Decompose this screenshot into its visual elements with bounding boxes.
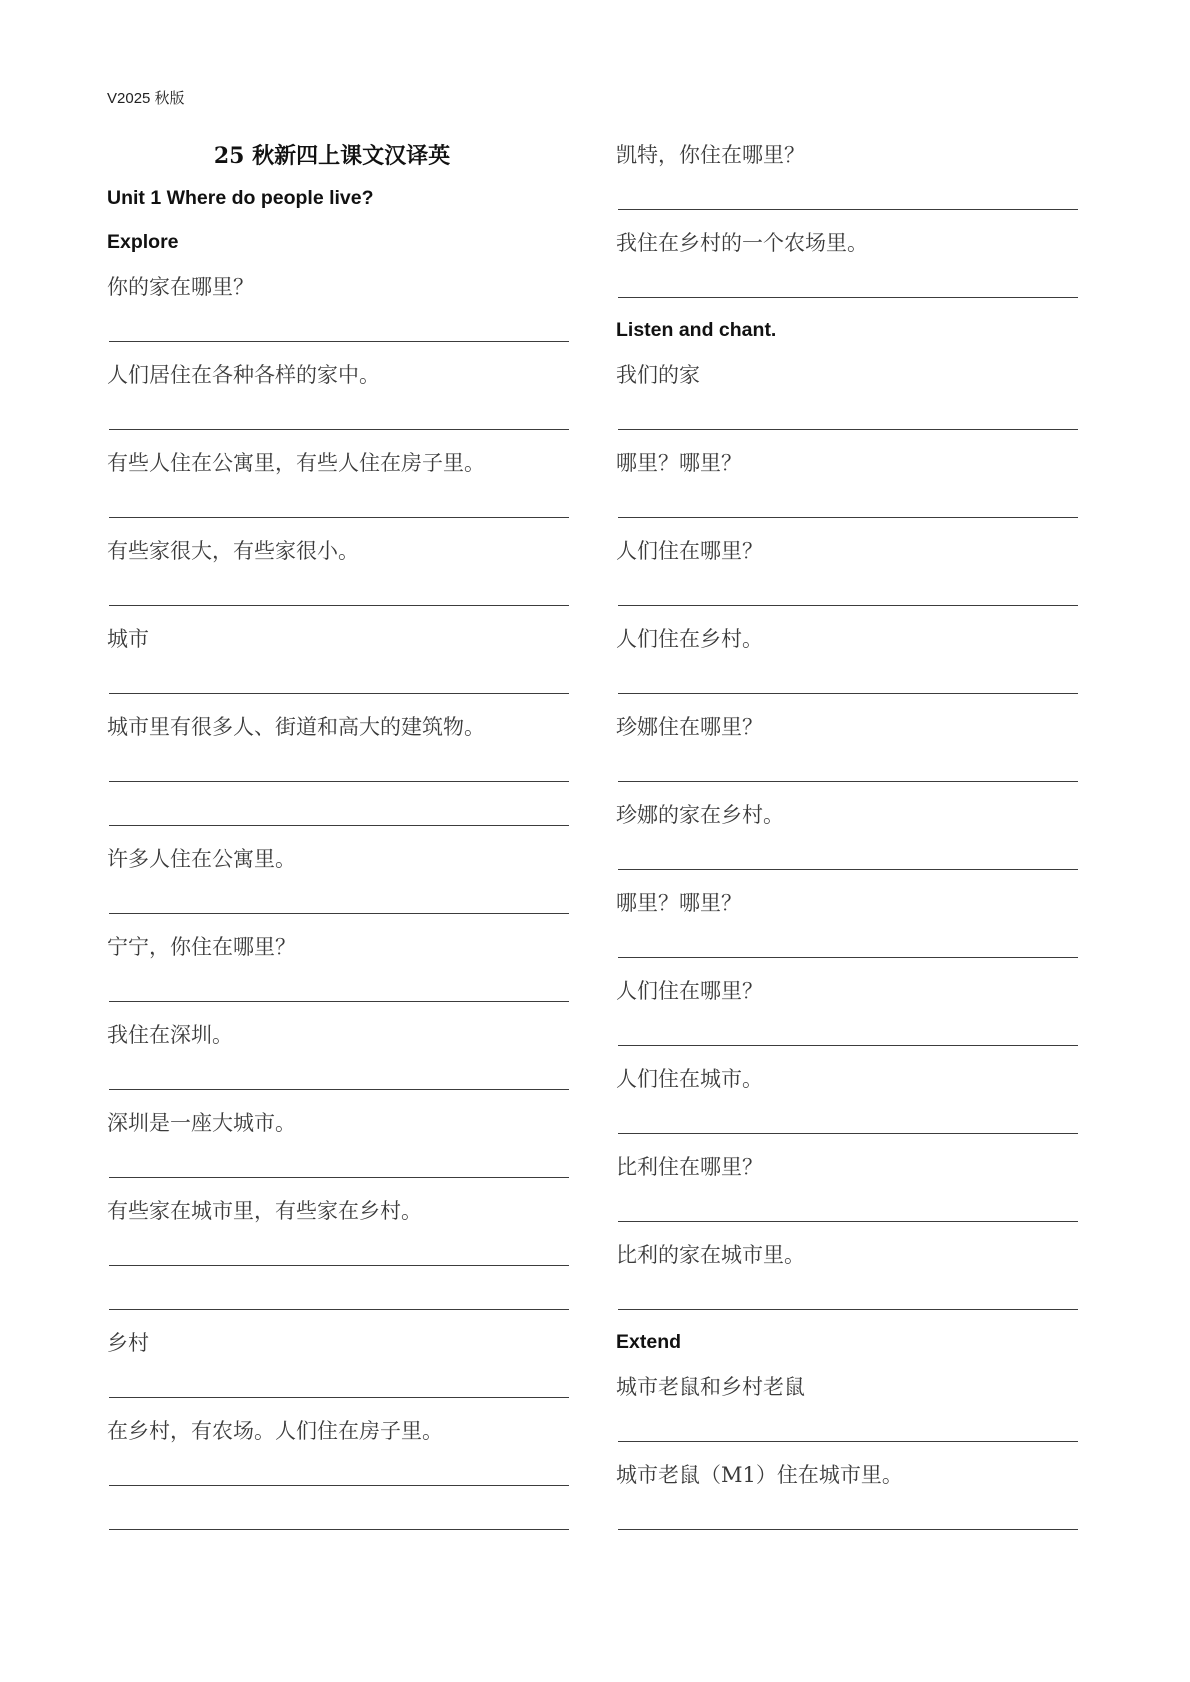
answer-line (107, 968, 569, 1012)
chinese-sentence: 珍娜住在哪里？ (616, 715, 763, 739)
answer-line (107, 1056, 569, 1100)
answer-line (616, 1408, 1078, 1452)
answer-line (107, 660, 569, 704)
chinese-sentence: 哪里？哪里？ (616, 451, 742, 475)
answer-line (616, 660, 1078, 704)
chinese-sentence: 许多人住在公寓里。 (107, 847, 296, 871)
chinese-sentence: 乡村 (107, 1331, 149, 1355)
chinese-sentence: 人们住在哪里？ (616, 539, 763, 563)
chinese-sentence: 在乡村，有农场。人们住在房子里。 (107, 1419, 443, 1443)
answer-line (107, 1144, 569, 1188)
answer-line (107, 748, 569, 792)
answer-line (616, 176, 1078, 220)
answer-line (616, 836, 1078, 880)
section-heading: Extend (616, 1330, 682, 1353)
answer-line (107, 1452, 569, 1496)
answer-line (616, 264, 1078, 308)
answer-line (616, 1012, 1078, 1056)
chinese-sentence: 深圳是一座大城市。 (107, 1111, 296, 1135)
chinese-sentence: 比利的家在城市里。 (616, 1243, 805, 1267)
answer-line (107, 1276, 569, 1320)
chinese-sentence: 城市老鼠（M1）住在城市里。 (616, 1463, 903, 1487)
section-heading: Explore (107, 230, 179, 253)
answer-line (616, 484, 1078, 528)
answer-line (107, 792, 569, 836)
chinese-sentence: 有些家很大，有些家很小。 (107, 539, 359, 563)
answer-line (107, 308, 569, 352)
answer-line (107, 1496, 569, 1540)
section-heading: Unit 1 Where do people live? (107, 186, 374, 209)
chinese-sentence: 宁宁，你住在哪里？ (107, 935, 296, 959)
answer-line (107, 484, 569, 528)
answer-line (616, 1100, 1078, 1144)
version-label: V2025 秋版 (107, 90, 185, 107)
chinese-sentence: 你的家在哪里？ (107, 275, 254, 299)
answer-line (616, 572, 1078, 616)
answer-line (616, 1276, 1078, 1320)
left-column (107, 132, 569, 1540)
answer-line (616, 1496, 1078, 1540)
chinese-sentence: 城市里有很多人、街道和高大的建筑物。 (107, 715, 485, 739)
chinese-sentence: 凯特，你住在哪里？ (616, 143, 805, 167)
answer-line (616, 396, 1078, 440)
right-column (616, 132, 1078, 1540)
chinese-sentence: 人们住在城市。 (616, 1067, 763, 1091)
chinese-sentence: 人们居住在各种各样的家中。 (107, 363, 380, 387)
answer-line (107, 396, 569, 440)
chinese-sentence: 我住在深圳。 (107, 1023, 233, 1047)
chinese-sentence: 有些家在城市里，有些家在乡村。 (107, 1199, 422, 1223)
answer-line (616, 748, 1078, 792)
chinese-sentence: 珍娜的家在乡村。 (616, 803, 784, 827)
chinese-sentence: 人们住在哪里？ (616, 979, 763, 1003)
chinese-sentence: 人们住在乡村。 (616, 627, 763, 651)
chinese-sentence: 我住在乡村的一个农场里。 (616, 231, 868, 255)
answer-line (107, 1364, 569, 1408)
answer-line (616, 1188, 1078, 1232)
section-heading: Listen and chant. (616, 318, 777, 341)
worksheet-title: 25 秋新四上课文汉译英 (213, 142, 451, 169)
chinese-sentence: 城市 (107, 627, 149, 651)
answer-line (107, 1232, 569, 1276)
chinese-sentence: 我们的家 (616, 363, 700, 387)
chinese-sentence: 哪里？哪里？ (616, 891, 742, 915)
answer-line (616, 924, 1078, 968)
chinese-sentence: 有些人住在公寓里，有些人住在房子里。 (107, 451, 485, 475)
chinese-sentence: 城市老鼠和乡村老鼠 (616, 1375, 805, 1399)
answer-line (107, 880, 569, 924)
chinese-sentence: 比利住在哪里？ (616, 1155, 763, 1179)
answer-line (107, 572, 569, 616)
